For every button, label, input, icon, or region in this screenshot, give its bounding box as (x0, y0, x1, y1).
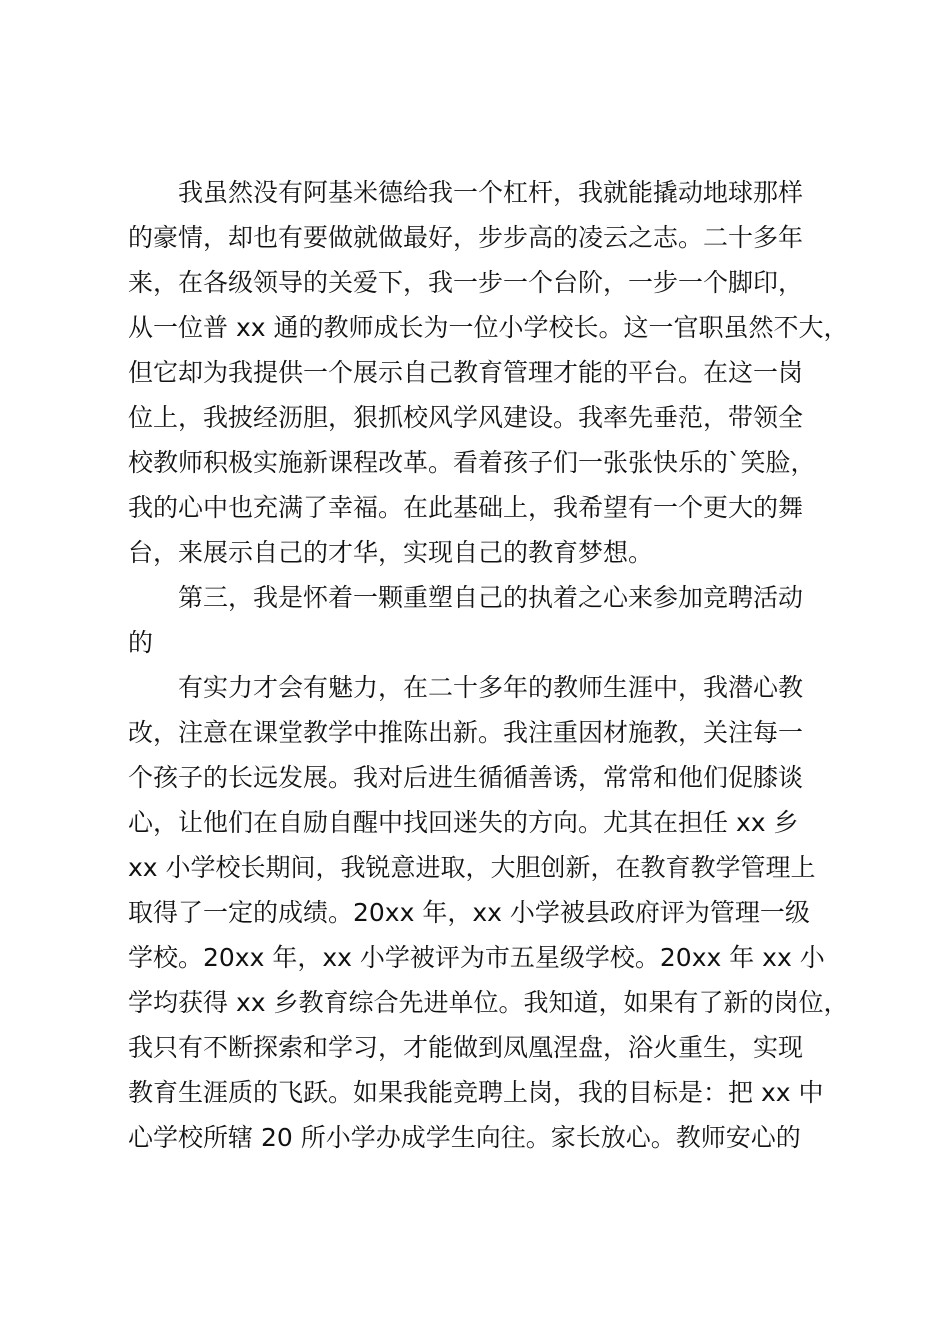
text-line: 的豪情，却也有要做就做最好，步步高的凌云之志。二十多年 (128, 223, 804, 252)
section-heading-line: 第三，我是怀着一颗重塑自己的执着之心来参加竞聘活动 (178, 583, 804, 612)
text-line: 个孩子的长远发展。我对后进生循循善诱，常常和他们促膝谈 (128, 763, 804, 792)
text-line: 位上，我披经沥胆，狠抓校风学风建设。我率先垂范，带领全 (128, 403, 804, 432)
section-heading-line: 的 (128, 628, 154, 657)
text-line: 学校。20xx 年，xx 小学被评为市五星级学校。20xx 年 xx 小 (128, 943, 825, 972)
text-line: 学均获得 xx 乡教育综合先进单位。我知道，如果有了新的岗位， (128, 988, 849, 1017)
text-line: 取得了一定的成绩。20xx 年，xx 小学被县政府评为管理一级 (128, 898, 810, 927)
text-line: xx 小学校长期间，我锐意进取，大胆创新，在教育教学管理上 (128, 853, 816, 882)
text-line: 改，注意在课堂教学中推陈出新。我注重因材施教，关注每一 (128, 718, 804, 747)
text-line: 校教师积极实施新课程改革。看着孩子们一张张快乐的`笑脸， (128, 448, 816, 477)
text-line: 我的心中也充满了幸福。在此基础上，我希望有一个更大的舞 (128, 493, 804, 522)
text-line: 台，来展示自己的才华，实现自己的教育梦想。 (128, 538, 654, 567)
text-line: 有实力才会有魅力，在二十多年的教师生涯中，我潜心教 (178, 673, 804, 702)
text-line: 心，让他们在自励自醒中找回迷失的方向。尤其在担任 xx 乡 (128, 808, 799, 837)
text-line: 从一位普 xx 通的教师成长为一位小学校长。这一官职虽然不大， (128, 313, 849, 342)
text-line: 教育生涯质的飞跃。如果我能竞聘上岗，我的目标是：把 xx 中 (128, 1078, 824, 1107)
text-line: 来，在各级领导的关爱下，我一步一个台阶，一步一个脚印， (128, 268, 804, 297)
text-line: 但它却为我提供一个展示自己教育管理才能的平台。在这一岗 (128, 358, 804, 387)
text-line: 我只有不断探索和学习，才能做到凤凰涅盘，浴火重生，实现 (128, 1033, 804, 1062)
text-line: 我虽然没有阿基米德给我一个杠杆，我就能撬动地球那样 (178, 178, 804, 207)
text-line: 心学校所辖 20 所小学办成学生向往。家长放心。教师安心的 (128, 1123, 801, 1152)
